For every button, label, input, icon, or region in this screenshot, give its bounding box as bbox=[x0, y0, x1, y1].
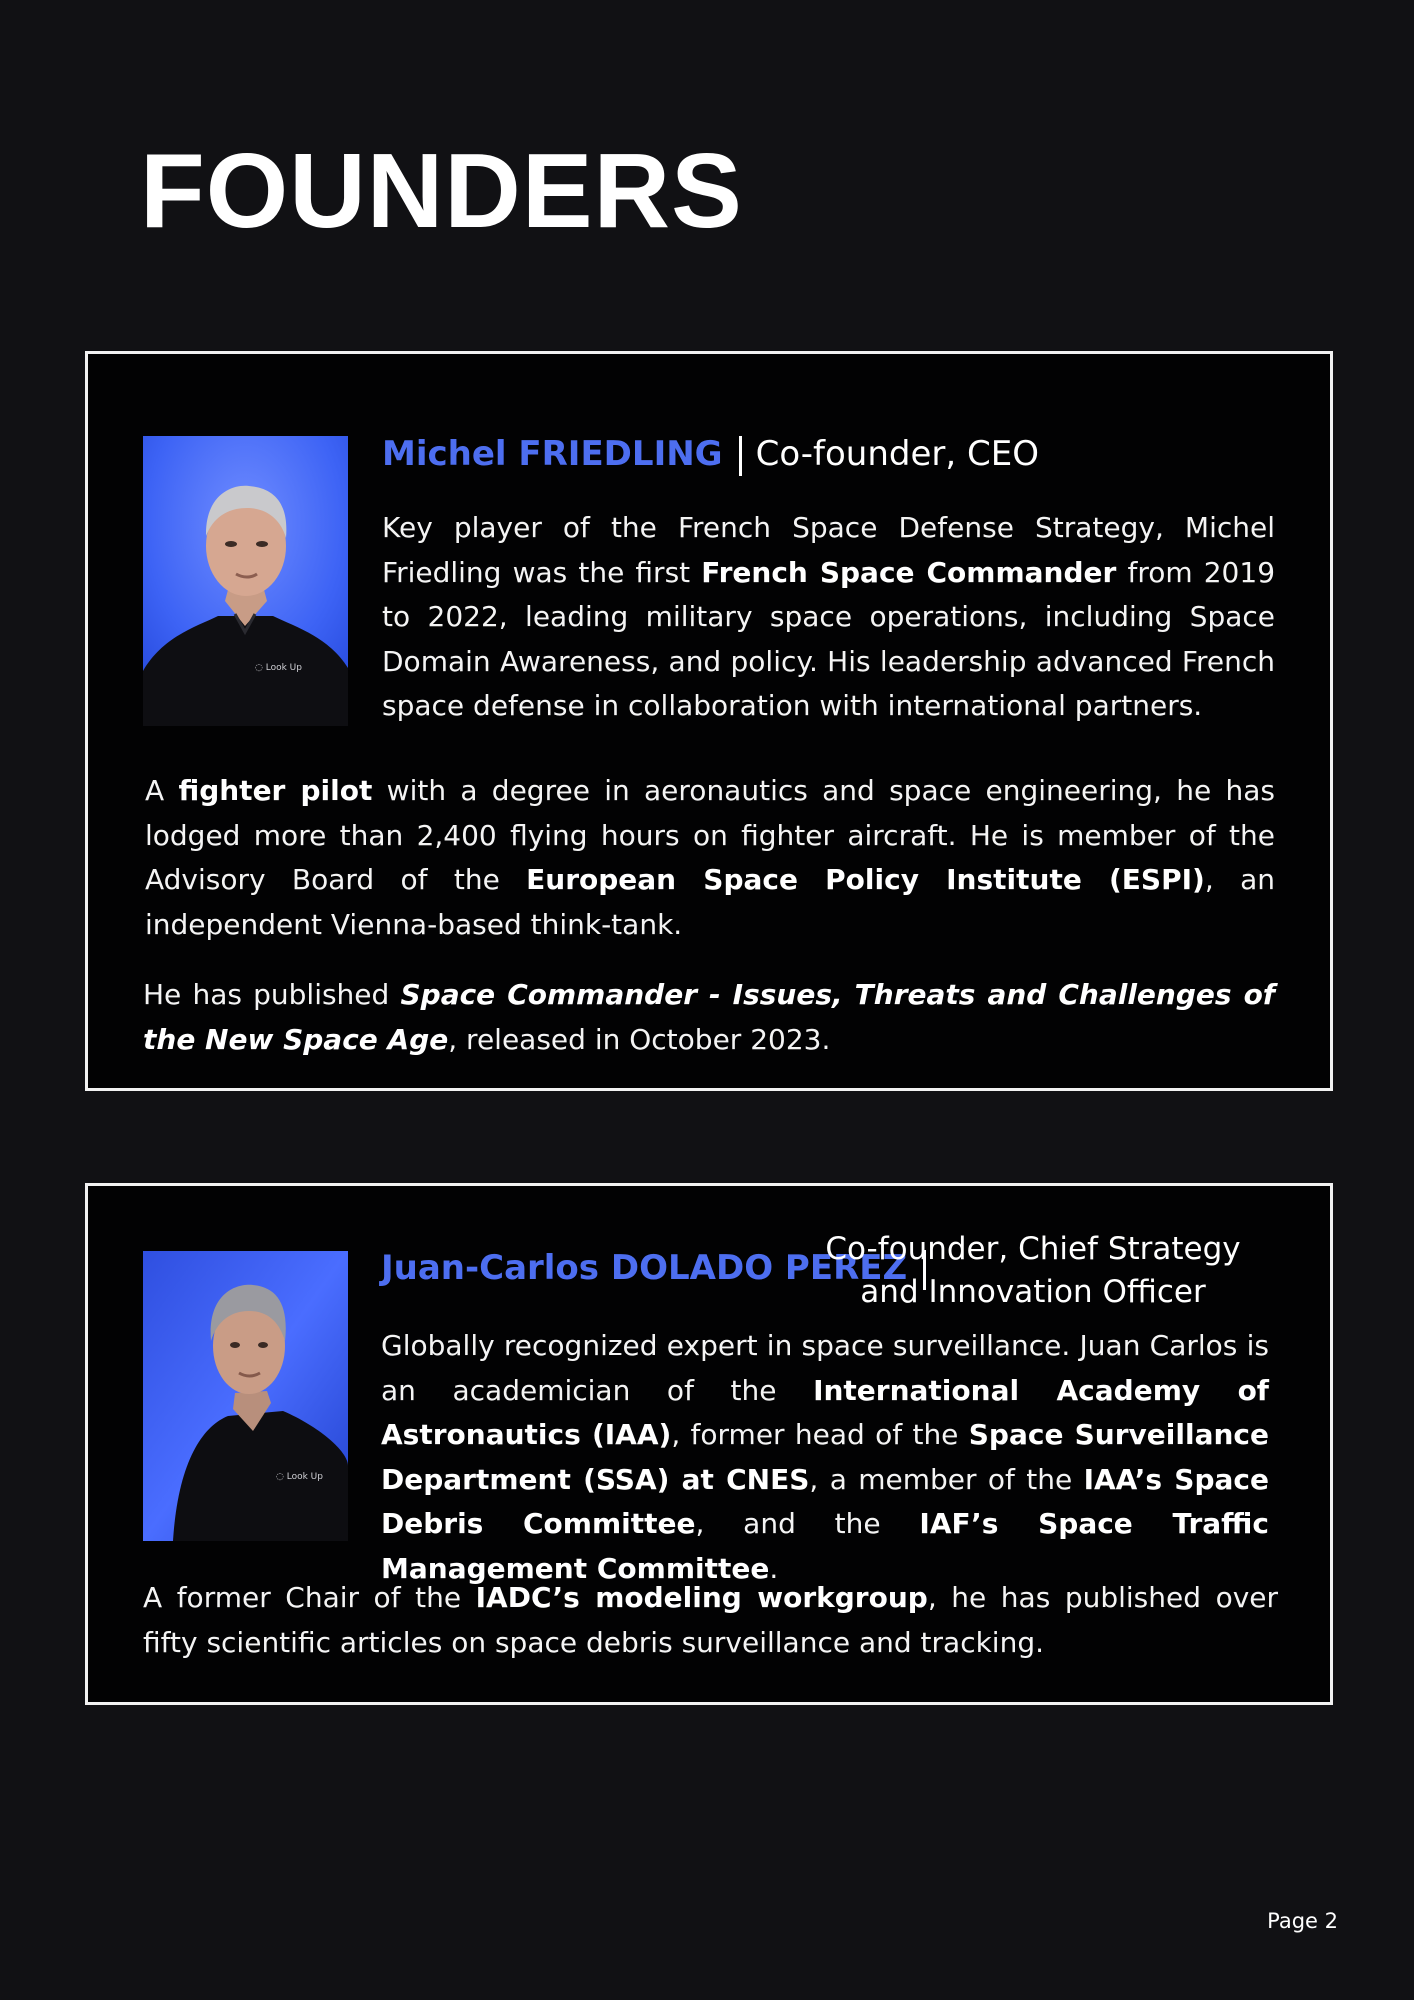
body-text: Globally recognized expert in space surveillance. Juan Carlos is an academician of the bbox=[381, 1329, 1269, 1407]
svg-text:◌ Look Up: ◌ Look Up bbox=[276, 1472, 323, 1482]
founder-name: Juan-Carlos DOLADO PEREZ bbox=[381, 1248, 908, 1288]
body-text: . bbox=[769, 1551, 779, 1585]
page-title: FOUNDERS bbox=[140, 132, 743, 250]
divider bbox=[739, 436, 742, 476]
body-text: , he has published over fifty scientific articles on space debris surveillance and tracking. bbox=[143, 1581, 1279, 1659]
body-text: Key player of the French Space Defense Strategy, Michel Friedling was the first bbox=[382, 511, 1275, 589]
bio-paragraph bbox=[382, 506, 1275, 729]
body-text: A bbox=[145, 774, 179, 807]
emphasis-text: IAA’s Space Debris Committee bbox=[381, 1462, 1269, 1541]
body-text: , released in October 2023. bbox=[448, 1022, 831, 1056]
bio-paragraph bbox=[145, 769, 1275, 947]
bio-paragraph bbox=[381, 1324, 1269, 1592]
role-line: Co-founder, Chief Strategy bbox=[825, 1231, 1241, 1267]
founder-name: Michel FRIEDLING bbox=[382, 434, 723, 474]
body-text: A former Chair of the bbox=[143, 1581, 476, 1614]
emphasis-text: European Space Policy Institute (ESPI) bbox=[526, 863, 1205, 897]
body-text: from 2019 to 2022, leading military space operations, including Space Domain Awareness, and policy. His leadership advanced French space defense in collaboration with international partners. bbox=[382, 555, 1276, 723]
founder-photo-friedling bbox=[143, 436, 348, 726]
emphasis-text: fighter pilot bbox=[178, 774, 373, 807]
body-text: , former head of the bbox=[671, 1418, 969, 1452]
body-text: , a member of the bbox=[809, 1462, 1084, 1496]
founder-card-dolado-perez bbox=[85, 1183, 1333, 1705]
publication-paragraph bbox=[143, 973, 1275, 1062]
emphasis-text: French Space Commander bbox=[701, 555, 1117, 589]
founder-card-friedling bbox=[85, 351, 1333, 1091]
emphasis-text: International Academy of Astronautics (IAA) bbox=[381, 1373, 1269, 1452]
body-text: He has published bbox=[143, 978, 401, 1011]
founder-photo-dolado-perez bbox=[143, 1251, 348, 1541]
role-line: and Innovation Officer bbox=[860, 1274, 1206, 1310]
body-text: with a degree in aeronautics and space engineering, he has lodged more than 2,400 flying hours on fighter aircraft. He is member of the Advisory Board of the bbox=[145, 774, 1275, 897]
page-number: Page 2 bbox=[1267, 1909, 1338, 1933]
emphasis-text: Space Surveillance Department (SSA) at CNES bbox=[381, 1418, 1269, 1496]
founder-header-friedling bbox=[382, 434, 1039, 476]
emphasis-text: IAF’s Space Traffic Management Committee bbox=[381, 1507, 1269, 1585]
body-text: , and the bbox=[695, 1507, 920, 1541]
emphasis-text: Space Commander - Issues, Threats and Challenges of the New Space Age bbox=[143, 978, 1275, 1056]
founder-role: Co-founder, CEO bbox=[755, 434, 1039, 474]
emphasis-text: IADC’s modeling workgroup bbox=[475, 1581, 928, 1614]
bio-paragraph bbox=[143, 1576, 1278, 1665]
body-text: , an independent Vienna-based think-tank. bbox=[145, 863, 1275, 941]
svg-text:◌ Look Up: ◌ Look Up bbox=[255, 663, 302, 673]
founder-role bbox=[823, 1228, 1243, 1314]
